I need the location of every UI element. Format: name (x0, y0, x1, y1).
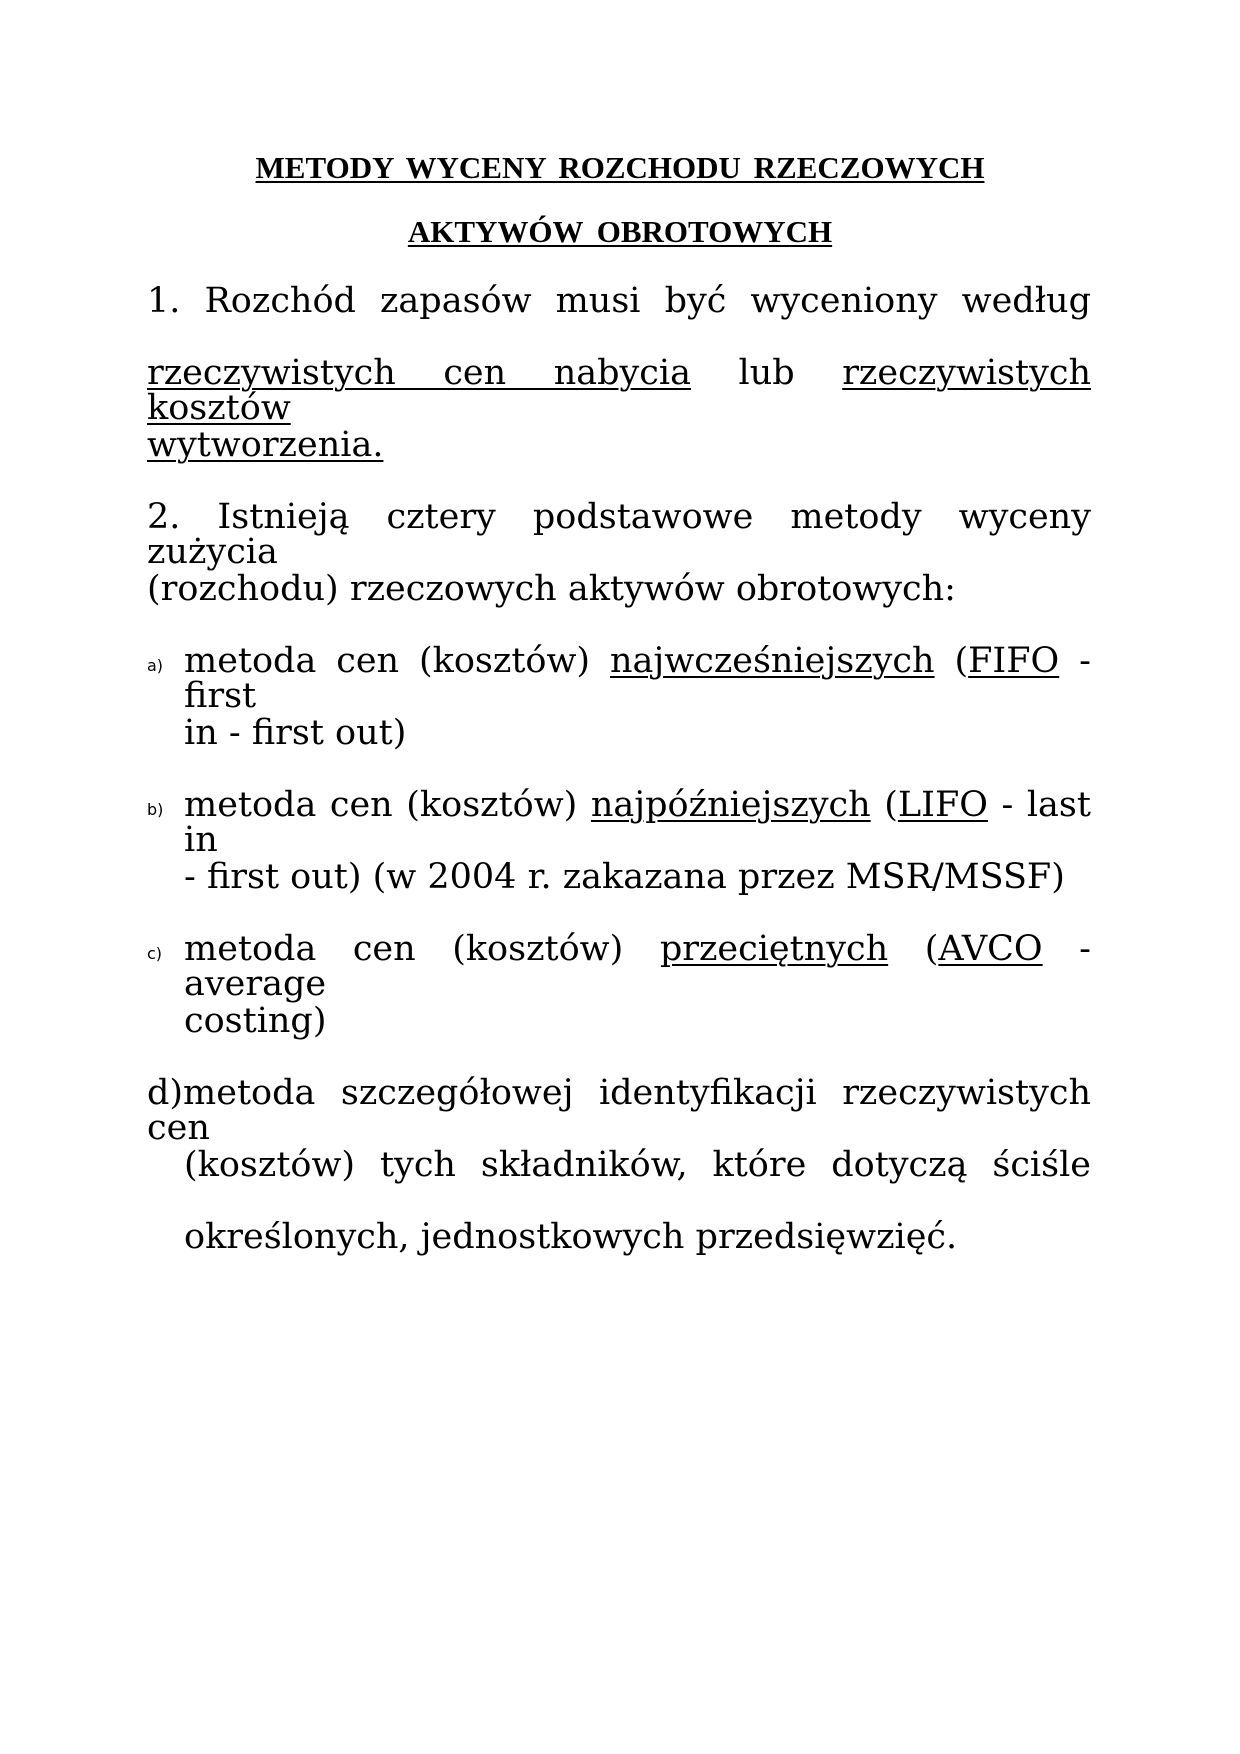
paren-open: ( (884, 785, 898, 825)
page-title-line-1: METODY WYCENY ROZCHODU RZECZOWYCH (255, 150, 985, 185)
list-item-d-line-1: d)metoda szczegółowej identyfikacji rzeczywistych cen (147, 1073, 1091, 1148)
list-item-c-line-2: costing) (184, 1001, 327, 1041)
list-item-a-prefix: metoda cen (kosztów) (184, 641, 591, 681)
term-earliest: najwcześniejszych (610, 641, 935, 681)
point-1-line-1: 1. Rozchód zapasów musi być wyceniony według (147, 281, 1091, 321)
list-item-a-rest: - first (184, 641, 1091, 716)
list-item-b-rest: - last in (184, 785, 1091, 860)
term-real-purchase-prices: rzeczywistych cen nabycia (147, 353, 691, 393)
point-2-line-1: 2. Istnieją cztery podstawowe metody wyceny zużycia (147, 497, 1091, 572)
list-marker-a: a) (147, 656, 164, 675)
list-item-b-prefix: metoda cen (kosztów) (184, 785, 578, 825)
list-item-c-prefix: metoda cen (kosztów) (184, 929, 624, 969)
connector-word: lub (738, 353, 795, 393)
point-1-line-2 (147, 353, 1091, 428)
list-item-c-rest: - average (184, 929, 1091, 1004)
term-real-production-costs: rzeczywistych kosztów (147, 353, 1091, 428)
abbr-avco: AVCO (938, 929, 1043, 969)
term-average: przeciętnych (659, 929, 889, 969)
list-item-a-line-2: in - first out) (184, 713, 407, 753)
abbr-lifo: LIFO (897, 785, 988, 825)
term-production: wytworzenia. (147, 425, 384, 465)
term-latest: najpóźniejszych (590, 785, 871, 825)
paren-open: ( (954, 641, 969, 681)
list-item-b-line-2: - first out) (w 2004 r. zakazana przez MSR/MSSF) (184, 857, 1065, 897)
list-item-a-line-1 (184, 641, 1091, 716)
point-2-line-2: (rozchodu) rzeczowych aktywów obrotowych: (147, 569, 956, 609)
paren-open: ( (924, 929, 939, 969)
list-item-b-line-1 (184, 785, 1091, 860)
list-marker-c: c) (147, 944, 163, 963)
point-1-line-3 (147, 425, 384, 465)
page-title-line-2: AKTYWÓW OBROTOWYCH (407, 214, 833, 249)
abbr-fifo: FIFO (968, 641, 1060, 681)
list-item-c-line-1 (184, 929, 1091, 1004)
list-item-d-line-3: określonych, jednostkowych przedsięwzięć. (184, 1217, 958, 1257)
list-item-d-line-2: (kosztów) tych składników, które dotyczą ściśle (184, 1145, 1091, 1185)
list-marker-b: b) (147, 800, 164, 819)
